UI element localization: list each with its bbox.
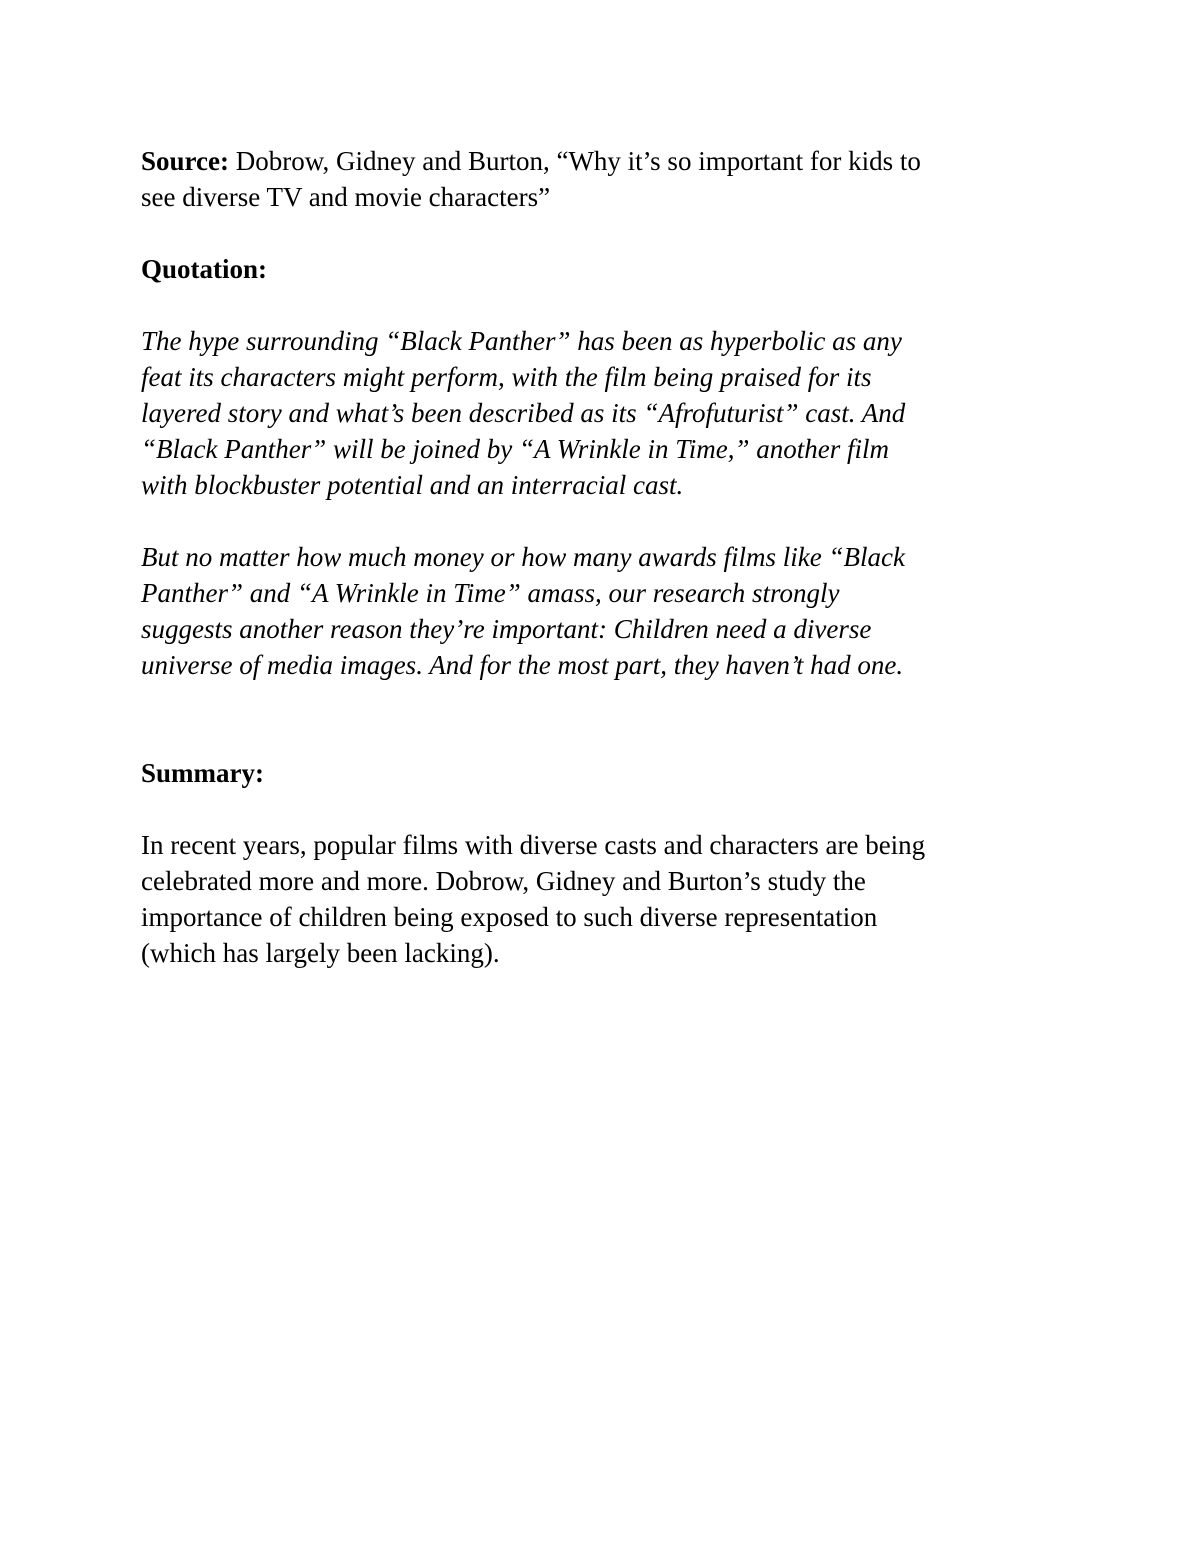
quotation-paragraph-1 xyxy=(141,323,1066,503)
quotation-body xyxy=(141,323,1066,683)
source-line-2: see diverse TV and movie characters” xyxy=(141,182,551,212)
quotation-heading: Quotation: xyxy=(141,254,268,284)
document-body xyxy=(141,143,1066,971)
quotation-line: suggests another reason they’re important: Children need a diverse xyxy=(141,614,872,644)
quotation-line: The hype surrounding “Black Panther” has been as hyperbolic as any xyxy=(141,326,902,356)
quotation-paragraph-2 xyxy=(141,539,1066,683)
source-line-1 xyxy=(141,143,1066,179)
spacer xyxy=(141,683,1066,755)
quotation-line: “Black Panther” will be joined by “A Wrinkle in Time,” another film xyxy=(141,434,889,464)
summary-body xyxy=(141,827,1066,971)
quotation-line: Panther” and “A Wrinkle in Time” amass, our research strongly xyxy=(141,578,840,608)
quotation-line: But no matter how much money or how many awards films like “Black xyxy=(141,542,905,572)
summary-line: (which has largely been lacking). xyxy=(141,938,500,968)
source-section xyxy=(141,143,1066,215)
quotation-line: universe of media images. And for the most part, they haven’t had one. xyxy=(141,650,904,680)
source-label: Source: xyxy=(141,146,229,176)
spacer xyxy=(141,287,1066,323)
spacer xyxy=(141,215,1066,251)
summary-line: importance of children being exposed to such diverse representation xyxy=(141,902,878,932)
quotation-line: feat its characters might perform, with the film being praised for its xyxy=(141,362,872,392)
spacer xyxy=(141,503,1066,539)
source-text-1: Dobrow, Gidney and Burton, “Why it’s so important for kids to xyxy=(229,146,921,176)
quotation-line: layered story and what’s been described as its “Afrofuturist” cast. And xyxy=(141,398,906,428)
summary-line: celebrated more and more. Dobrow, Gidney and Burton’s study the xyxy=(141,866,866,896)
summary-line: In recent years, popular films with diverse casts and characters are being xyxy=(141,830,926,860)
quotation-line: with blockbuster potential and an interracial cast. xyxy=(141,470,684,500)
spacer xyxy=(141,791,1066,827)
summary-heading: Summary: xyxy=(141,758,264,788)
